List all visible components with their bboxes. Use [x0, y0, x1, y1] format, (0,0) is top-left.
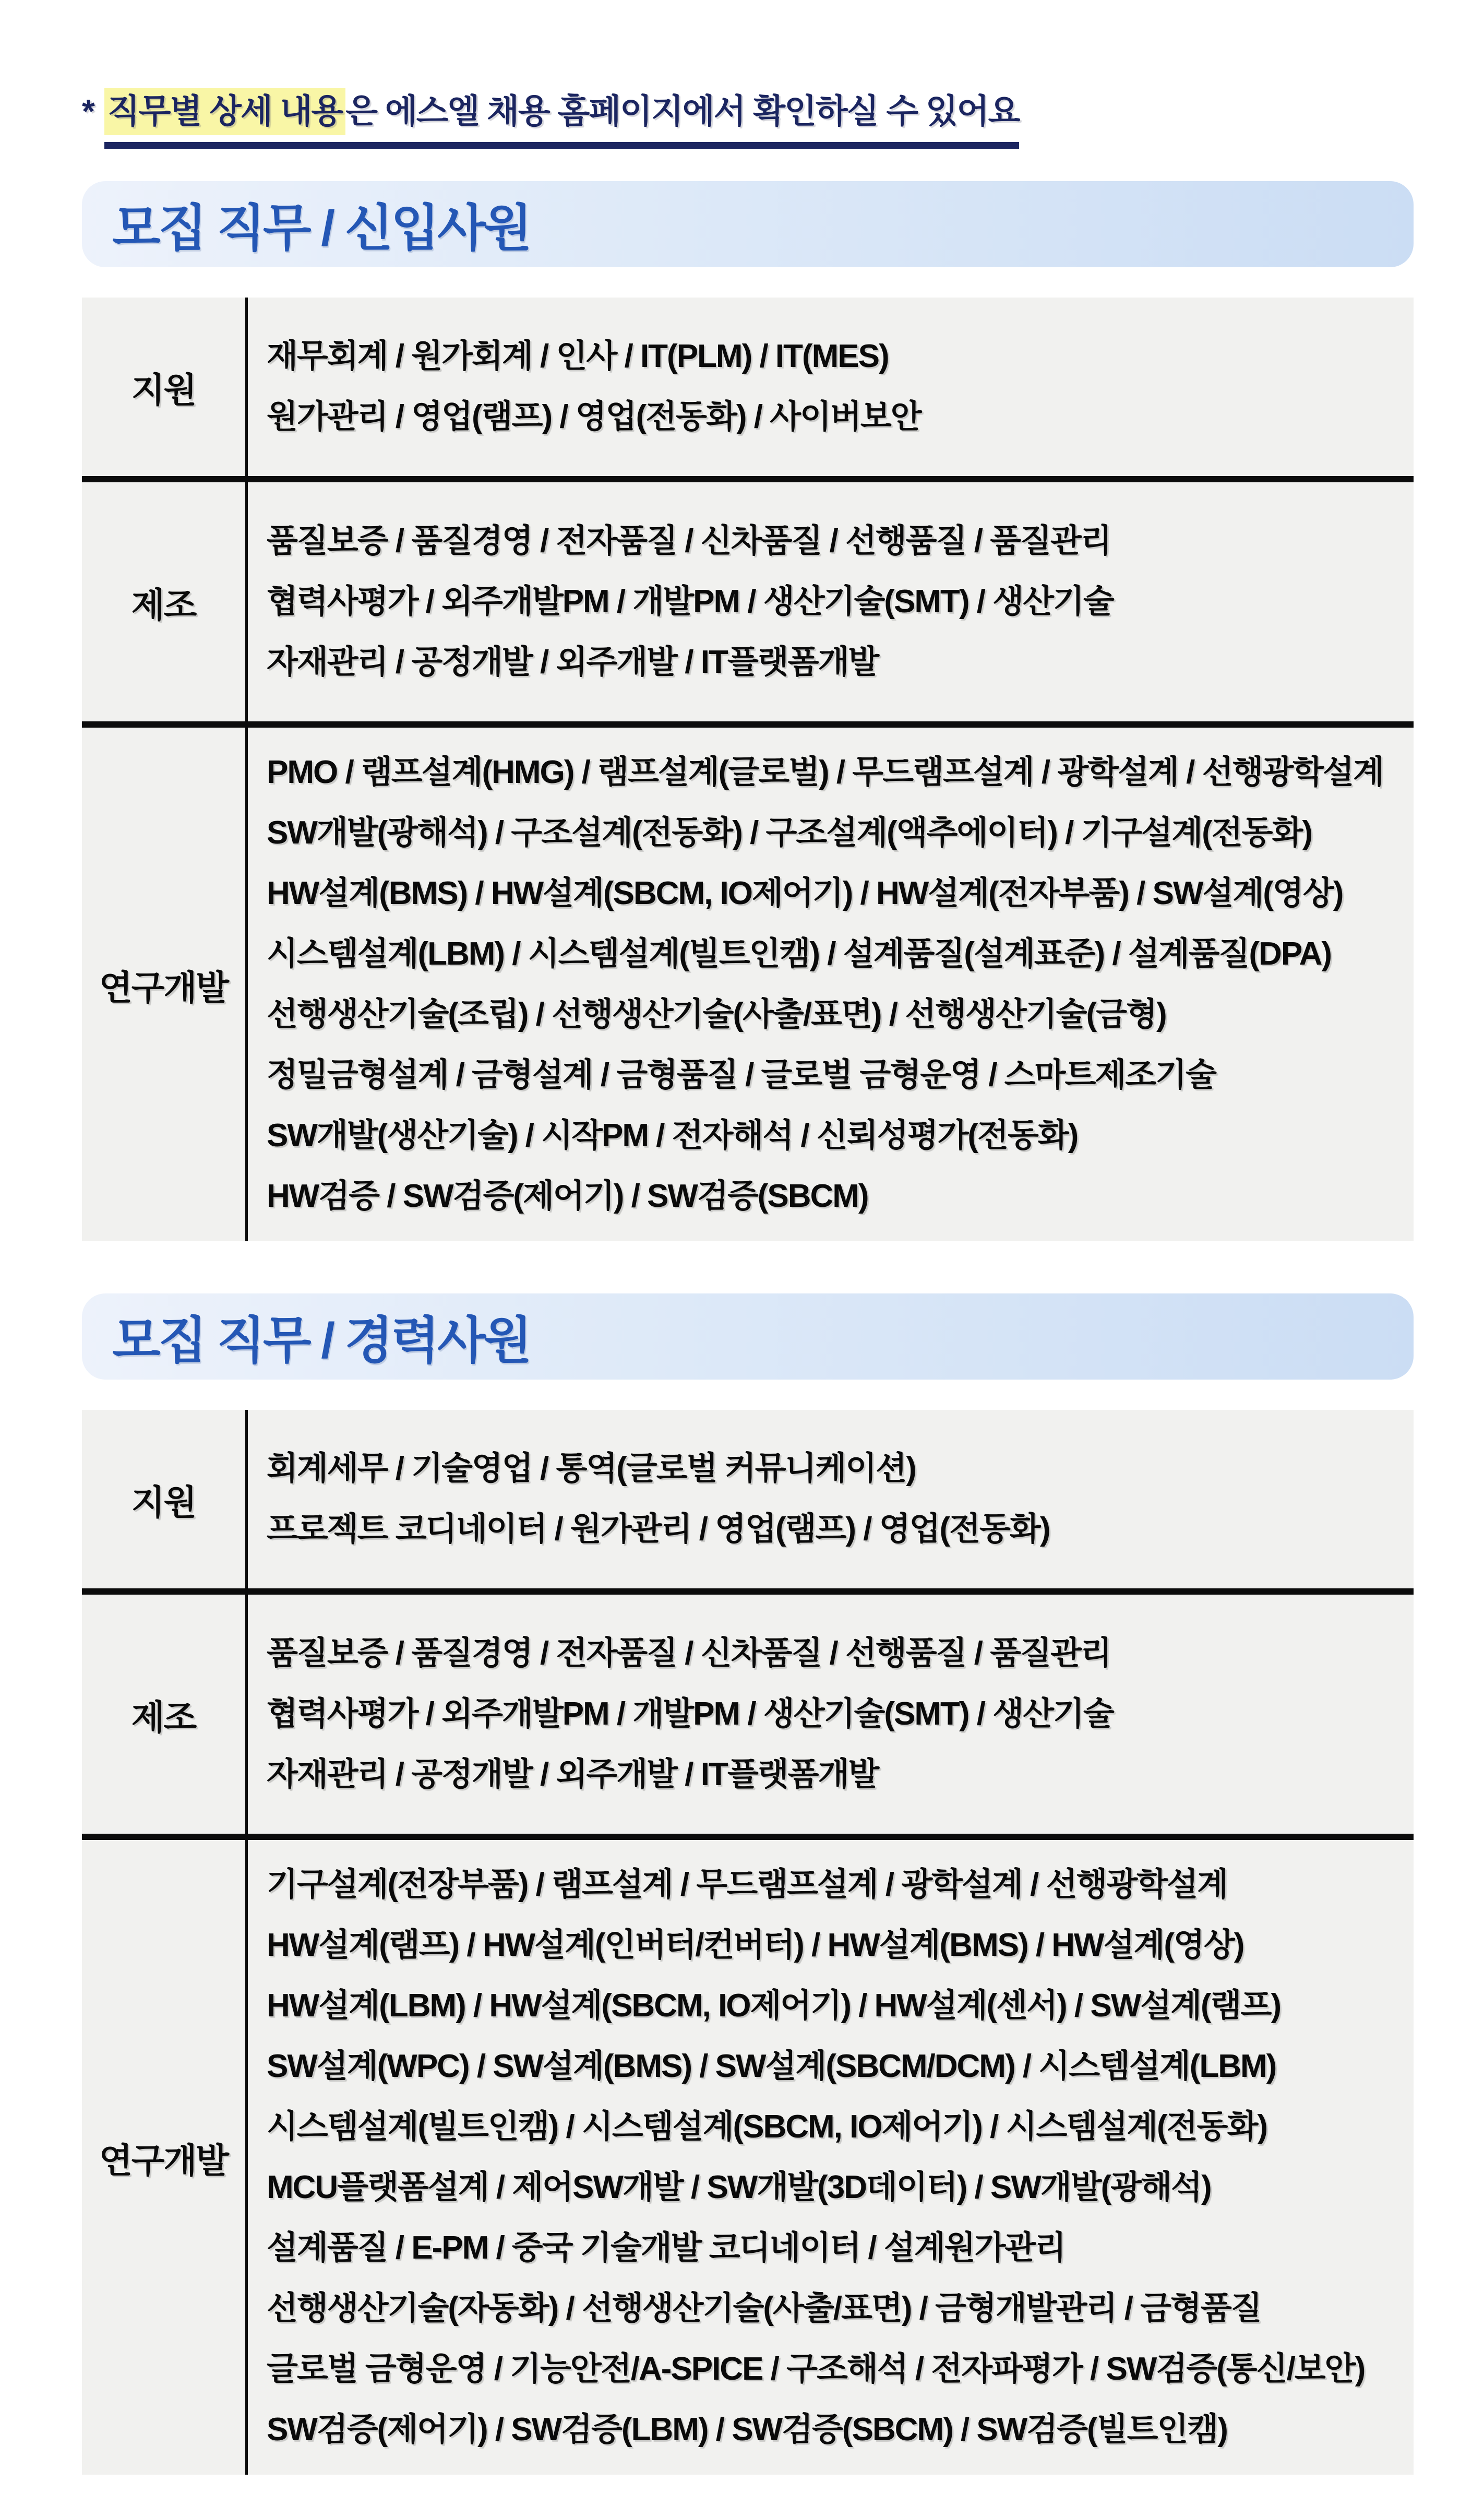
job-list [248, 1840, 1414, 2475]
job-line: 설계품질 / E-PM / 중국 기술개발 코디네이터 / 설계원가관리 [267, 2230, 1066, 2266]
job-line: 자재관리 / 공정개발 / 외주개발 / IT플랫폼개발 [267, 644, 879, 680]
note-rest: 은 에스엘 채용 홈페이지에서 확인하실 수 있어요 [345, 92, 1020, 130]
category-label: 제조 [82, 482, 248, 721]
job-line: SW개발(생산기술) / 시작PM / 전자해석 / 신뢰성평가(전동화) [267, 1118, 1078, 1154]
job-list [248, 1595, 1414, 1834]
job-line: SW검증(제어기) / SW검증(LBM) / SW검증(SBCM) / SW검증(빌트인캠) [267, 2412, 1227, 2448]
section-title: 모집 직무 / 신입사원 [112, 200, 530, 256]
job-list [248, 1410, 1414, 1588]
job-line: HW검증 / SW검증(제어기) / SW검증(SBCM) [267, 1178, 868, 1214]
recruit-section [82, 1293, 1414, 2475]
poster-page [82, 0, 1414, 2475]
job-list [248, 298, 1414, 476]
job-line: HW설계(LBM) / HW설계(SBCM, IO제어기) / HW설계(센서) / SW설계(램프) [267, 1988, 1281, 2024]
category-label: 제조 [82, 1595, 248, 1834]
job-table [82, 1410, 1414, 2475]
job-line: 글로벌 금형운영 / 기능안전/A-SPICE / 구조해석 / 전자파평가 / SW검증(통신/보안) [267, 2351, 1365, 2387]
table-row [82, 476, 1414, 721]
job-line: 선행생산기술(자동화) / 선행생산기술(사출/표면) / 금형개발관리 / 금형품질 [267, 2290, 1261, 2326]
table-row [82, 721, 1414, 1241]
category-label: 연구개발 [82, 728, 248, 1241]
job-list [248, 728, 1414, 1241]
job-line: 시스템설계(LBM) / 시스템설계(빌트인캠) / 설계품질(설계표준) / 설계품질(DPA) [267, 936, 1331, 972]
job-line: 품질보증 / 품질경영 / 전자품질 / 신차품질 / 선행품질 / 품질관리 [267, 1635, 1111, 1671]
homepage-note [82, 0, 1414, 149]
job-line: 선행생산기술(조립) / 선행생산기술(사출/표면) / 선행생산기술(금형) [267, 996, 1166, 1032]
job-line: HW설계(램프) / HW설계(인버터/컨버터) / HW설계(BMS) / HW설계(영상) [267, 1927, 1244, 1963]
note-highlight: 직무별 상세 내용 [104, 88, 345, 135]
job-line: 품질보증 / 품질경영 / 전자품질 / 신차품질 / 선행품질 / 품질관리 [267, 523, 1111, 559]
job-line: 회계세무 / 기술영업 / 통역(글로벌 커뮤니케이션) [267, 1451, 916, 1487]
sections-host [82, 181, 1414, 2475]
job-line: HW설계(BMS) / HW설계(SBCM, IO제어기) / HW설계(전자부품) / SW설계(영상) [267, 875, 1343, 911]
job-line: 원가관리 / 영업(램프) / 영업(전동화) / 사이버보안 [267, 399, 921, 435]
job-line: PMO / 램프설계(HMG) / 램프설계(글로벌) / 무드램프설계 / 광학설계 / 선행광학설계 [267, 754, 1383, 790]
job-line: 프로젝트 코디네이터 / 원가관리 / 영업(램프) / 영업(전동화) [267, 1511, 1050, 1547]
job-line: MCU플랫폼설계 / 제어SW개발 / SW개발(3D데이터) / SW개발(광해석) [267, 2169, 1211, 2205]
job-line: 기구설계(전장부품) / 램프설계 / 무드램프설계 / 광학설계 / 선행광학설계 [267, 1867, 1227, 1903]
table-row [82, 1588, 1414, 1834]
job-line: 자재관리 / 공정개발 / 외주개발 / IT플랫폼개발 [267, 1756, 879, 1792]
job-list [248, 482, 1414, 721]
job-line: 정밀금형설계 / 금형설계 / 금형품질 / 글로벌 금형운영 / 스마트제조기술 [267, 1057, 1216, 1093]
category-label: 연구개발 [82, 1840, 248, 2475]
category-label: 지원 [82, 1410, 248, 1588]
job-line: 재무회계 / 원가회계 / 인사 / IT(PLM) / IT(MES) [267, 338, 889, 374]
section-title: 모집 직무 / 경력사원 [112, 1313, 530, 1369]
category-label: 지원 [82, 298, 248, 476]
job-line: 협력사평가 / 외주개발PM / 개발PM / 생산기술(SMT) / 생산기술 [267, 1696, 1114, 1732]
section-header [82, 1293, 1414, 1380]
table-row [82, 1834, 1414, 2475]
job-line: SW개발(광해석) / 구조설계(전동화) / 구조설계(액추에이터) / 기구설계(전동화) [267, 815, 1312, 851]
job-line: 협력사평가 / 외주개발PM / 개발PM / 생산기술(SMT) / 생산기술 [267, 584, 1114, 620]
table-row [82, 298, 1414, 476]
asterisk-mark: * [82, 92, 94, 130]
section-header [82, 181, 1414, 267]
job-line: SW설계(WPC) / SW설계(BMS) / SW설계(SBCM/DCM) / 시스템설계(LBM) [267, 2048, 1276, 2084]
table-row [82, 1410, 1414, 1588]
recruit-section [82, 181, 1414, 1241]
job-line: 시스템설계(빌트인캠) / 시스템설계(SBCM, IO제어기) / 시스템설계(전동화) [267, 2109, 1267, 2145]
note-underlined-text [104, 85, 1020, 149]
job-table [82, 298, 1414, 1241]
